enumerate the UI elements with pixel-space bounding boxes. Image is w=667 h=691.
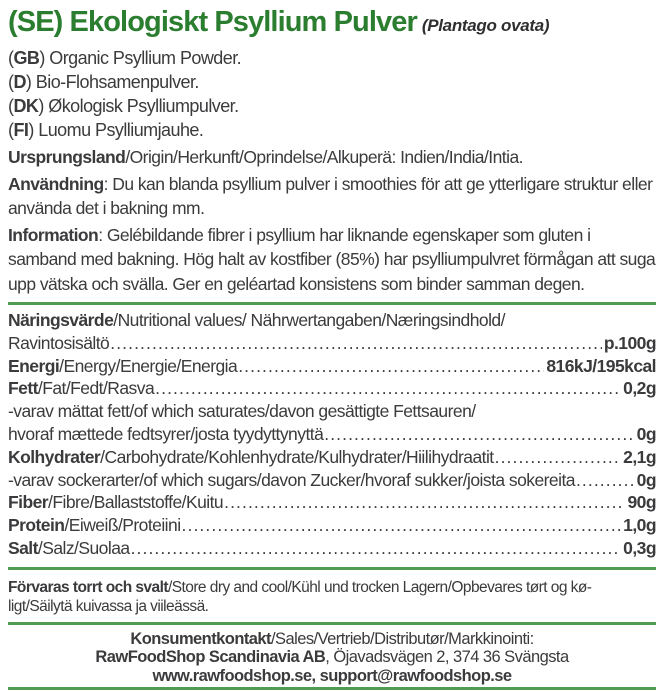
- origin-text: /Origin/Herkunft/Oprindelse/Alkuperä: Indien/India/Intia.: [125, 147, 523, 167]
- divider-below-nutrition: [8, 567, 656, 570]
- usage-text: : Du kan blanda psyllium pulver i smoothies för att ge ytterligare struktur eller använda det i bakning mm.: [8, 173, 653, 218]
- footer-line: RawFoodShop Scandinavia AB, Öjavadsvägen 2, 374 36 Svängsta: [95, 648, 569, 667]
- dot-leader: [238, 355, 544, 378]
- nutrition-row-value: 0g: [636, 423, 656, 444]
- information-label: Information: [8, 224, 99, 245]
- nutrition-table: [8, 309, 656, 560]
- nutrition-row: [8, 446, 656, 469]
- nutrition-row: [8, 355, 656, 378]
- nutrition-row-label: Kolhydrater/Carbohydrate/Kohlenhydrate/Kulhydrater/Hiilihydraatit: [8, 446, 494, 467]
- dot-leader: [224, 491, 625, 514]
- nutrition-row-label: Salt/Salz/Suolaa: [8, 537, 130, 558]
- footer-line: www.rawfoodshop.se, support@rawfoodshop.se: [152, 666, 512, 685]
- nutrition-row: [8, 537, 656, 560]
- divider-bottom: [8, 687, 656, 690]
- nutrition-row: [8, 469, 656, 492]
- nutrition-row-value: 2,1g: [623, 446, 656, 467]
- dot-leader: [155, 377, 621, 400]
- nutrition-row-label: Näringsvärde/Nutritional values/ Nährwertangaben/Næringsindhold/: [8, 310, 505, 330]
- language-line-gb: (GB) Organic Psyllium Powder.: [8, 48, 242, 68]
- dot-leader: [131, 537, 622, 560]
- divider-top-of-nutrition: [8, 302, 656, 305]
- nutrition-row-value: 0,2g: [623, 378, 656, 399]
- usage-label: Användning: [8, 173, 104, 194]
- nutrition-row-value: 816kJ/195kcal: [546, 355, 656, 376]
- nutrition-row-value: 90g: [627, 492, 656, 513]
- nutrition-row: [8, 423, 656, 446]
- nutrition-row-value: p.100g: [603, 332, 656, 353]
- nutrition-row-label: -varav mättat fett/of which saturates/davon gesättigte Fettsauren/: [8, 401, 476, 422]
- usage-paragraph: [8, 172, 656, 221]
- storage-line: ligt/Säilytä kuivassa ja viileässä.: [8, 597, 209, 615]
- nutrition-row: [8, 309, 656, 332]
- language-name-list: [8, 46, 656, 142]
- nutrition-row-value: 0,3g: [623, 537, 656, 558]
- language-line-fi: (FI) Luomu Psylliumjauhe.: [8, 120, 204, 140]
- dot-leader: [110, 332, 602, 355]
- product-name-se: (SE) Ekologiskt Psyllium Pulver: [8, 6, 417, 38]
- dot-leader: [324, 423, 634, 446]
- language-line-dk: (DK) Økologisk Psylliumpulver.: [8, 96, 239, 116]
- nutrition-row-label: -varav sockerarter/of which sugars/davon Zucker/hvoraf sukker/joista sokereita: [8, 469, 575, 490]
- nutrition-row-value: 0g: [636, 469, 656, 490]
- dot-leader: [182, 514, 622, 537]
- nutrition-row-value: 1,0g: [623, 515, 656, 536]
- divider-above-footer: [8, 622, 656, 625]
- footer-line: Konsumentkontakt/Sales/Vertrieb/Distributør/Markkinointi:: [130, 629, 534, 648]
- latin-name: (Plantago ovata): [421, 16, 550, 35]
- nutrition-row-label: Ravintosisältö: [8, 332, 110, 353]
- storage-instructions: [8, 578, 656, 616]
- nutrition-row: [8, 332, 656, 355]
- information-text: : Gelébildande fibrer i psyllium har liknande egenskaper som gluten i samband med bakning. Hög halt av kostfiber (85%) har psylliumpulvret förmågan att suga upp vätska och svälla. Ger en geléartad konsistens som binder samman degen.: [8, 224, 656, 294]
- nutrition-row: [8, 377, 656, 400]
- nutrition-row: [8, 514, 656, 537]
- storage-line: Förvaras torrt och svalt/Store dry and cool/Kühl und trocken Lagern/Opbevares tørt og kø-: [8, 578, 592, 596]
- nutrition-row-label: Energi/Energy/Energie/Energia: [8, 355, 238, 376]
- dot-leader: [576, 469, 635, 492]
- nutrition-row-label: hvoraf mættede fedtsyrer/josta tyydyttynyttä: [8, 423, 324, 444]
- nutrition-row-label: Fiber/Fibre/Ballaststoffe/Kuitu: [8, 492, 224, 513]
- contact-footer: [8, 630, 656, 686]
- origin-label: Ursprungsland: [8, 147, 126, 167]
- language-line-d: (D) Bio-Flohsamenpulver.: [8, 72, 199, 92]
- information-paragraph: [8, 223, 656, 297]
- origin-line: [8, 145, 656, 170]
- nutrition-row-label: Fett/Fat/Fedt/Rasva: [8, 378, 155, 399]
- nutrition-row-label: Protein/Eiweiß/Proteiini: [8, 515, 181, 536]
- nutrition-row: [8, 400, 656, 423]
- nutrition-row: [8, 491, 656, 514]
- page-title: [8, 6, 656, 42]
- dot-leader: [495, 446, 622, 469]
